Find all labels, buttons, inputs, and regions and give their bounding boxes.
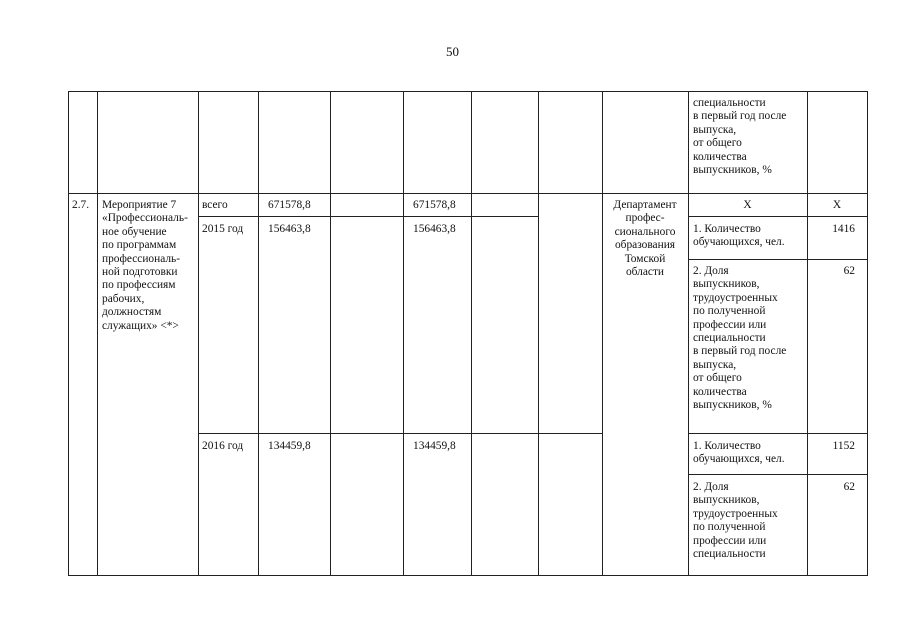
page-number: 50 — [446, 44, 459, 59]
regional-amount: 671578,8 — [413, 199, 456, 211]
indicator-value: 1152 — [832, 440, 855, 452]
indicator-value: 62 — [843, 481, 855, 493]
column-divider — [330, 91, 331, 576]
period-label: 2016 год — [202, 440, 244, 452]
period-divider-2015 — [198, 216, 538, 217]
indicator-text: специальности в первый год после выпуска, от общего количества выпускников, % — [693, 97, 787, 177]
indicator-divider-2015 — [688, 216, 868, 217]
executor-name: Департамент профес- сионального образования Томской области — [613, 199, 677, 279]
indicator-name: 1. Количество обучающихся, чел. — [693, 223, 785, 249]
column-divider — [403, 91, 404, 576]
table-left-border — [68, 91, 69, 576]
period-label: всего — [202, 199, 228, 211]
indicator-value: Х — [832, 199, 842, 211]
total-amount: 156463,8 — [268, 223, 311, 235]
indicator-name: 1. Количество обучающихся, чел. — [693, 440, 785, 466]
table-right-border — [867, 91, 868, 576]
indicator-divider-2016 — [688, 433, 868, 434]
column-divider — [471, 91, 472, 576]
indicator-divider-2015-share — [688, 259, 868, 260]
table-top-border — [68, 91, 868, 92]
column-divider — [198, 91, 199, 576]
column-divider — [258, 91, 259, 576]
regional-amount: 156463,8 — [413, 223, 456, 235]
indicator-value: 62 — [843, 265, 855, 277]
regional-amount: 134459,8 — [413, 440, 456, 452]
budget-table — [68, 91, 868, 576]
period-label: 2015 год — [202, 223, 244, 235]
column-divider — [688, 91, 689, 576]
row-divider — [68, 193, 868, 194]
total-amount: 134459,8 — [268, 440, 311, 452]
indicator-value: 1416 — [832, 223, 855, 235]
indicator-name: Х — [743, 199, 752, 211]
indicator-divider-2016-share — [688, 474, 868, 475]
column-divider — [602, 91, 603, 576]
column-divider — [538, 91, 539, 576]
row-number: 2.7. — [72, 199, 90, 211]
table-bottom-border — [68, 575, 868, 576]
column-divider — [97, 91, 98, 576]
indicator-name: 2. Доля выпускников, трудоустроенных по полученной профессии или специальности — [693, 481, 778, 561]
indicator-name: 2. Доля выпускников, трудоустроенных по полученной профессии или специальности в первый год после выпуска, от общего количества выпускников, % — [693, 265, 787, 412]
activity-name: Мероприятие 7 «Профессиональ- ное обучение по программам профессиональ- ной подготовки по профессиям рабочих, должностям служащих» <*> — [102, 199, 188, 332]
column-divider — [807, 91, 808, 576]
total-amount: 671578,8 — [268, 199, 311, 211]
